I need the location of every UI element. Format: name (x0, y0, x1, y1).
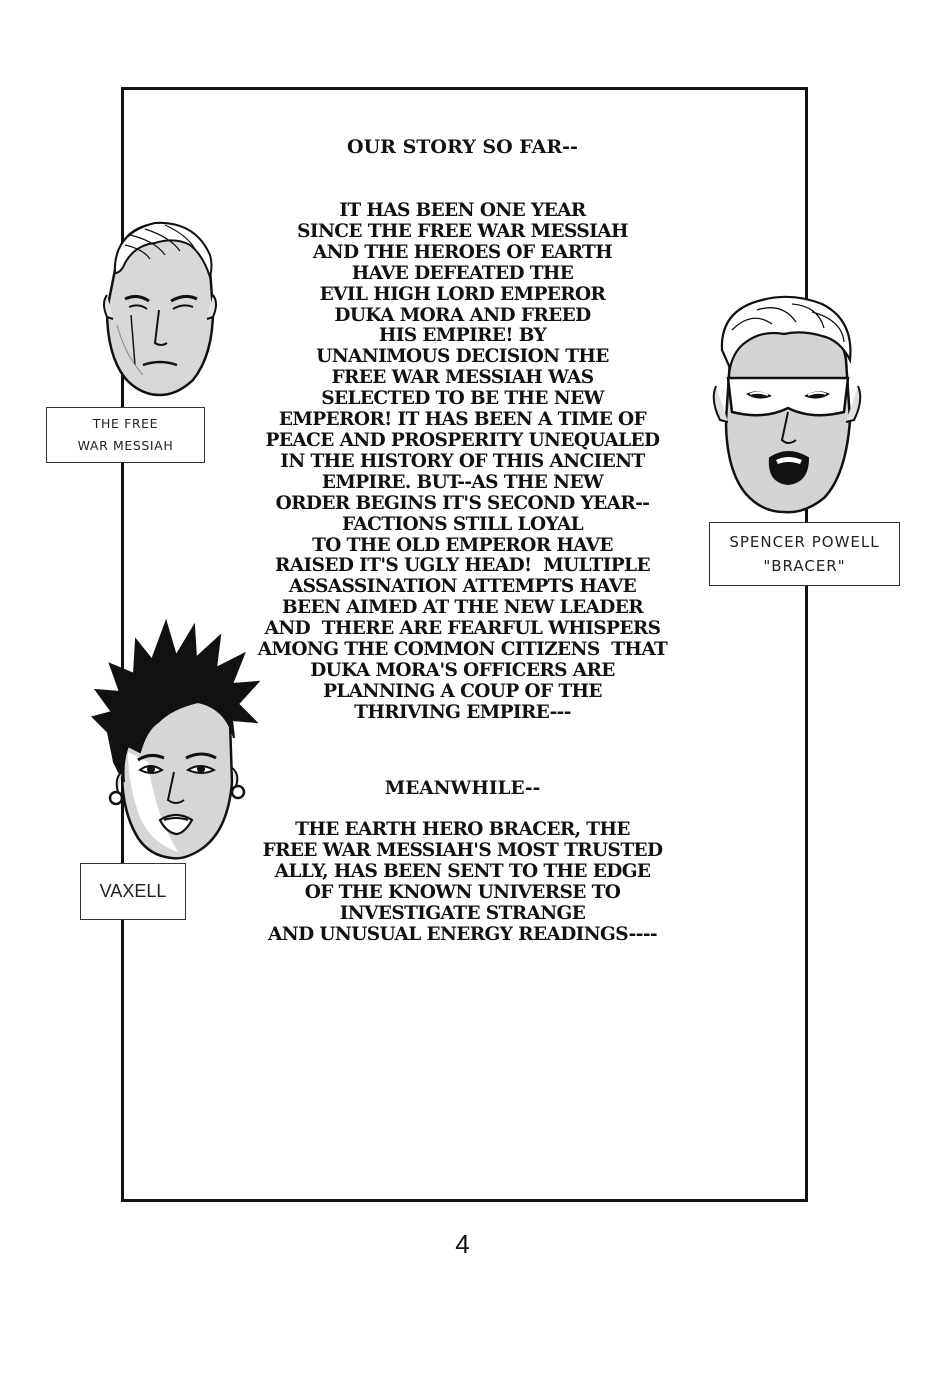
free-war-messiah-label: THE FREE WAR MESSIAH (46, 407, 205, 463)
story-heading: OUR STORY SO FAR-- (347, 136, 578, 158)
meanwhile-line: AND UNUSUAL ENERGY READINGS---- (268, 923, 657, 945)
story-line: DUKA MORA AND FREED (334, 304, 591, 326)
story-line: AND THE HEROES OF EARTH (312, 241, 613, 263)
page-number: 4 (455, 1229, 470, 1259)
story-line: UNANIMOUS DECISION THE (316, 346, 609, 368)
story-line: PLANNING A COUP OF THE (323, 680, 602, 702)
story-line: PEACE AND PROSPERITY UNEQUALED (265, 429, 660, 451)
free-war-messiah-portrait (95, 215, 225, 400)
meanwhile-line: THE EARTH HERO BRACER, THE (295, 819, 630, 840)
story-line: EVIL HIGH LORD EMPEROR (319, 283, 606, 305)
story-line: FACTIONS STILL LOYAL (341, 513, 584, 535)
story-line: HAVE DEFEATED THE (351, 262, 574, 284)
story-line: ORDER BEGINS IT'S SECOND YEAR-- (275, 492, 650, 514)
story-line: RAISED IT'S UGLY HEAD! MULTIPLE (275, 555, 650, 577)
story-line: SINCE THE FREE WAR MESSIAH (297, 220, 628, 242)
story-line: IT HAS BEEN ONE YEAR (339, 200, 586, 221)
story-line: AMONG THE COMMON CITIZENS THAT (257, 639, 668, 661)
meanwhile-line: ALLY, HAS BEEN SENT TO THE EDGE (274, 860, 651, 882)
story-line: SELECTED TO BE THE NEW (321, 388, 604, 410)
meanwhile-line: OF THE KNOWN UNIVERSE TO (304, 881, 621, 903)
story-line: BEEN AIMED AT THE NEW LEADER (281, 597, 643, 619)
story-line: EMPEROR! IT HAS BEEN A TIME OF (278, 409, 647, 431)
story-line: IN THE HISTORY OF THIS ANCIENT (280, 450, 645, 472)
bracer-label: SPENCER POWELL "BRACER" (709, 522, 900, 586)
story-line: AND THERE ARE FEARFUL WHISPERS (264, 618, 661, 640)
story-line: TO THE OLD EMPEROR HAVE (312, 534, 613, 556)
story-line: DUKA MORA'S OFFICERS ARE (310, 659, 615, 681)
story-line: HIS EMPIRE! BY (378, 325, 547, 347)
vaxell-portrait (88, 612, 263, 862)
story-line: THRIVING EMPIRE--- (354, 701, 571, 723)
meanwhile-line: FREE WAR MESSIAH'S MOST TRUSTED (262, 839, 663, 861)
bracer-portrait (712, 290, 862, 520)
vaxell-label: VAXELL (80, 863, 186, 920)
story-line: FREE WAR MESSIAH WAS (331, 367, 594, 389)
story-line: EMPIRE. BUT--AS THE NEW (321, 471, 604, 493)
story-line: ASSASSINATION ATTEMPTS HAVE (288, 576, 637, 598)
meanwhile-line: INVESTIGATE STRANGE (339, 902, 586, 924)
meanwhile-heading: MEANWHILE-- (384, 778, 541, 799)
